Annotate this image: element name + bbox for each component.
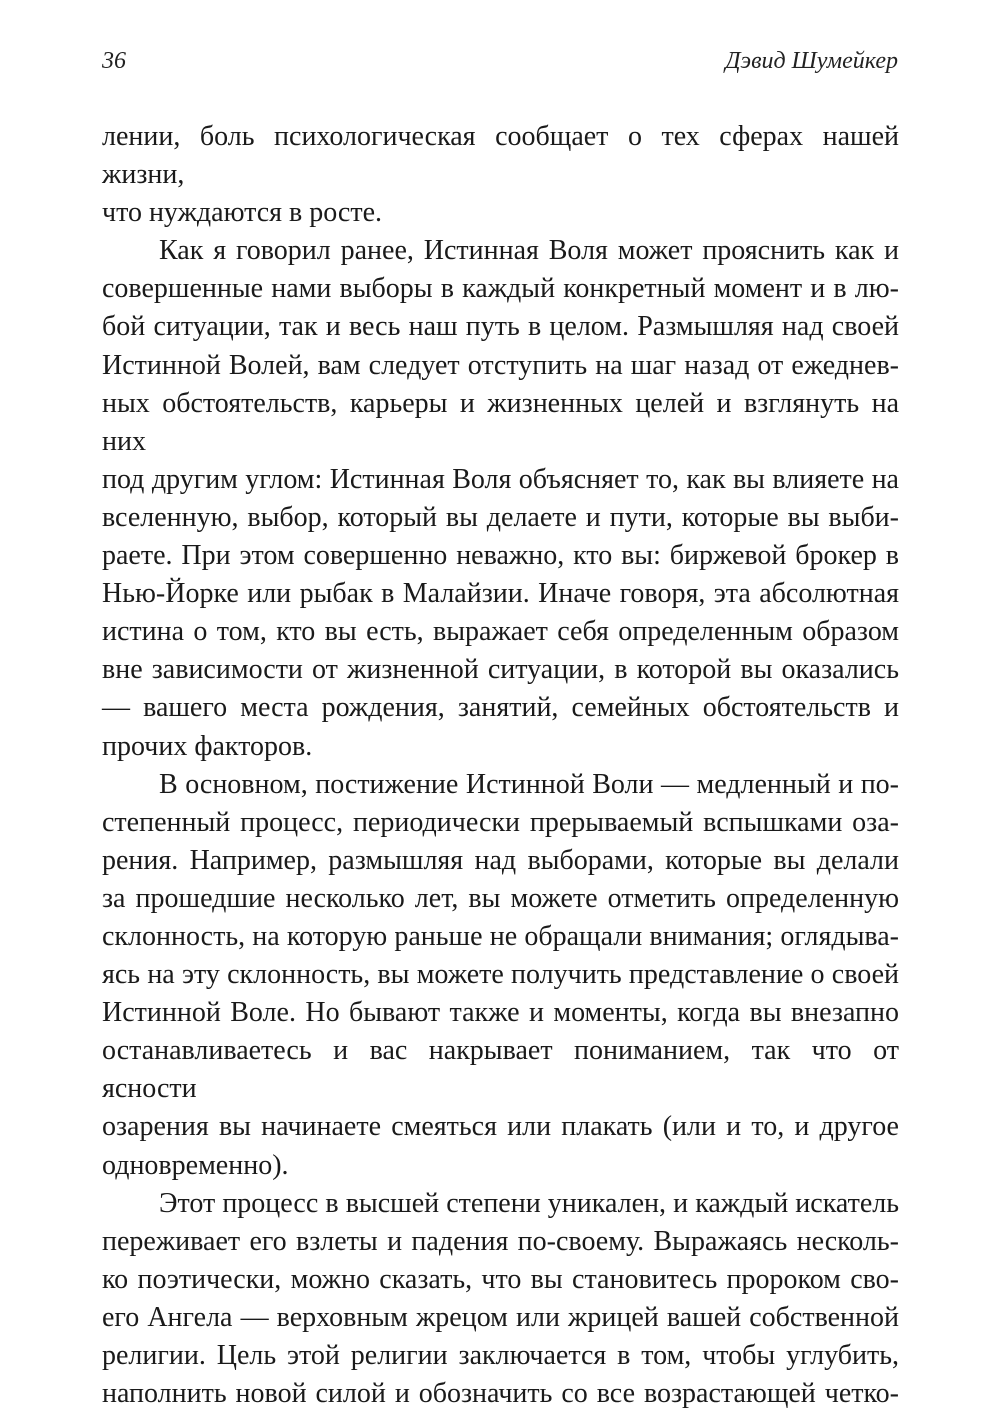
text-line: Нью-Йорке или рыбак в Малайзии. Иначе говоря, эта абсолютная xyxy=(102,578,899,610)
text-line: религии. Цель этой религии заключается в том, чтобы углубить, xyxy=(102,1340,899,1371)
text-line: ных обстоятельств, карьеры и жизненных целей и взглянуть на них xyxy=(102,387,899,457)
text-line: вне зависимости от жизненной ситуации, в которой вы оказались xyxy=(102,654,899,686)
text-line: одновременно). xyxy=(102,1149,289,1181)
text-line: останавливаетесь и вас накрывает пониманием, так что от ясности xyxy=(102,1035,899,1105)
text-line: совершенные нами выборы в каждый конкретный момент и в лю- xyxy=(102,273,899,305)
text-line: его Ангела — верховным жрецом или жрицей вашей собственной xyxy=(102,1301,899,1333)
text-line: Истинной Воле. Но бывают также и моменты, когда вы внезапно xyxy=(102,997,899,1029)
text-line: Как я говорил ранее, Истинная Воля может прояснить как и xyxy=(159,235,899,267)
text-line: ко поэтически, можно сказать, что вы становитесь пророком сво- xyxy=(102,1263,899,1295)
text-line: Этот процесс в высшей степени уникален, и каждый искатель xyxy=(159,1187,899,1219)
text-line: что нуждаются в росте. xyxy=(102,197,383,229)
text-line: прочих факторов. xyxy=(102,730,313,762)
text-line: В основном, постижение Истинной Воли — медленный и по- xyxy=(159,768,899,800)
text-line: переживает его взлеты и падения по-своему. Выражаясь несколь- xyxy=(102,1225,899,1257)
text-line: под другим углом: Истинная Воля объясняет то, как вы влияете на xyxy=(102,463,899,495)
text-line: истина о том, кто вы есть, выражает себя определенным образом xyxy=(102,616,899,648)
text-line: бой ситуации, так и весь наш путь в целом. Размышляя над своей xyxy=(102,311,899,343)
text-line: вселенную, выбор, который вы делаете и пути, которые вы выби- xyxy=(102,501,899,533)
text-line: степенный процесс, периодически прерываемый вспышками оза- xyxy=(102,806,899,838)
text-line: рения. Например, размышляя над выборами, которые вы делали xyxy=(102,844,899,876)
text-line: склонность, на которую раньше не обращали внимания; оглядыва- xyxy=(102,920,899,952)
text-line: наполнить новой силой и обозначить со все возрастающей четко- xyxy=(102,1378,899,1410)
text-line: лении, боль психологическая сообщает о тех сферах нашей жизни, xyxy=(102,121,899,191)
text-line: — вашего места рождения, занятий, семейных обстоятельств и xyxy=(102,692,899,724)
text-line: озарения вы начинаете смеяться или плакать (или и то, и другое xyxy=(102,1111,899,1143)
text-line: за прошедшие несколько лет, вы можете отметить определенную xyxy=(102,882,899,914)
text-line: Истинной Волей, вам следует отступить на шаг назад от ежеднев- xyxy=(102,349,899,381)
text-line: раете. При этом совершенно неважно, кто вы: биржевой брокер в xyxy=(102,540,899,572)
body-text xyxy=(102,118,899,1413)
text-line: ясь на эту склонность, вы можете получить представление о своей xyxy=(102,959,899,991)
running-head-author: Дэвид Шумейкер xyxy=(725,48,898,74)
page-number: 36 xyxy=(102,48,126,74)
running-head xyxy=(102,48,898,88)
